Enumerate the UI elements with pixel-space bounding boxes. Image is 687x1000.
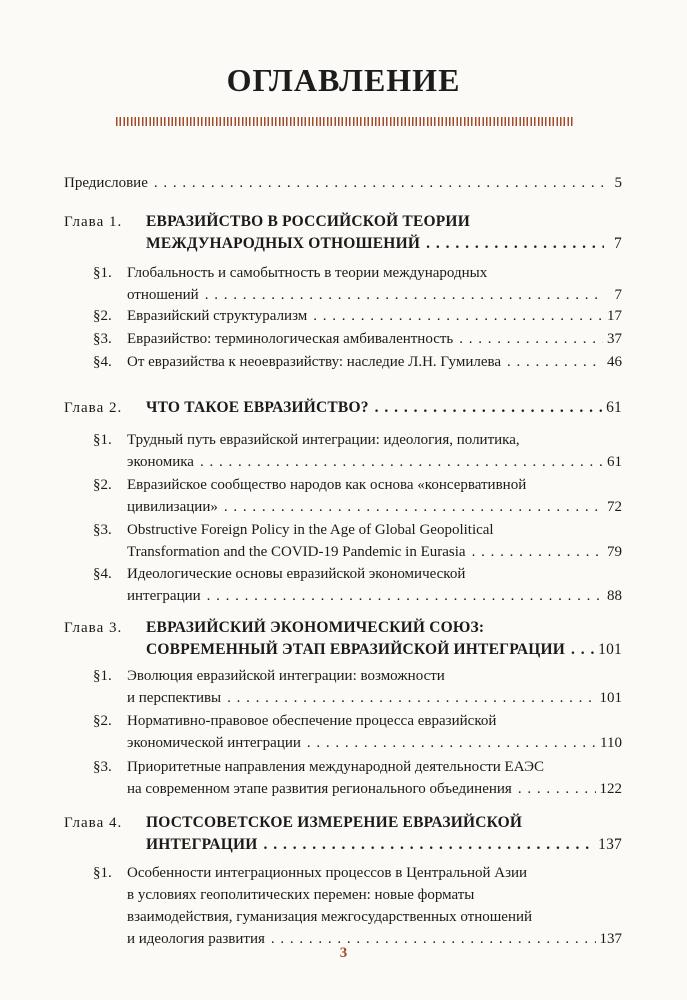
section-title[interactable]: Идеологические основы евразийской экономической <box>127 566 466 582</box>
chapter-title-cont: МЕЖДУНАРОДНЫХ ОТНОШЕНИЙ <box>146 235 421 252</box>
preface-label: Предисловие <box>64 175 148 191</box>
page-ref: 79 <box>607 544 622 560</box>
section-number: §1. <box>93 668 112 684</box>
page-ref: 7 <box>614 287 622 303</box>
section-title-cont: интеграции <box>127 588 201 604</box>
section-title[interactable]: Эволюция евразийской интеграции: возможности <box>127 668 445 684</box>
section-title: Евразийский структурализм <box>127 308 308 324</box>
page-ref: 5 <box>614 175 622 191</box>
section-title-cont: отношений <box>127 287 199 303</box>
section-number: §2. <box>93 308 112 324</box>
section-number: §1. <box>93 865 112 881</box>
chapter-title-line[interactable] <box>146 233 622 255</box>
section-title-cont[interactable]: в условиях геополитических перемен: новые форматы <box>127 887 475 903</box>
page-ref: 137 <box>598 836 622 853</box>
section-title-line[interactable] <box>127 541 622 563</box>
page-ref: 137 <box>599 931 622 947</box>
chapter-title-line[interactable] <box>146 834 622 856</box>
section-title-line[interactable] <box>127 687 622 709</box>
section-title-line[interactable] <box>127 732 622 754</box>
section-title-cont: и идеология развития <box>127 931 265 947</box>
section-title-cont: экономической интеграции <box>127 735 301 751</box>
section-title[interactable]: Трудный путь евразийской интеграции: идеология, политика, <box>127 432 520 448</box>
section-title-line[interactable] <box>127 328 622 350</box>
section-number: §3. <box>93 522 112 538</box>
chapter-title: ЧТО ТАКОЕ ЕВРАЗИЙСТВО? <box>146 399 369 416</box>
page-ref: 88 <box>607 588 622 604</box>
page-ref: 46 <box>607 354 622 370</box>
section-number: §3. <box>93 331 112 347</box>
title-ornament-divider <box>116 117 574 126</box>
page-ref: 101 <box>599 690 622 706</box>
dot-leader <box>426 233 604 255</box>
chapter-title[interactable]: ЕВРАЗИЙСТВО В РОССИЙСКОЙ ТЕОРИИ <box>146 213 470 230</box>
section-number: §2. <box>93 477 112 493</box>
section-title-cont: Transformation and the COVID-19 Pandemic in Eurasia <box>127 544 466 560</box>
chapter-label: Глава 1. <box>64 214 123 230</box>
section-number: §3. <box>93 759 112 775</box>
dot-leader <box>154 172 604 194</box>
section-number: §1. <box>93 432 112 448</box>
page-title: ОГЛАВЛЕНИЕ <box>226 62 461 98</box>
section-title-cont[interactable]: взаимодействия, гуманизация межгосударственных отношений <box>127 909 533 925</box>
dot-leader <box>207 585 603 607</box>
page-ref: 17 <box>607 308 622 324</box>
section-title-line[interactable] <box>127 284 622 306</box>
dot-leader <box>205 284 604 306</box>
section-title-line[interactable] <box>127 451 622 473</box>
chapter-title-line[interactable] <box>146 397 622 419</box>
section-title[interactable]: Приоритетные направления международной деятельности ЕАЭС <box>127 759 545 775</box>
dot-leader <box>307 732 596 754</box>
chapter-label: Глава 3. <box>64 620 123 636</box>
page-ref: 7 <box>614 235 622 252</box>
page-number: 3 <box>339 945 348 961</box>
section-number: §2. <box>93 713 112 729</box>
dot-leader <box>313 305 603 327</box>
section-title[interactable]: Нормативно-правовое обеспечение процесса евразийской <box>127 713 497 729</box>
section-title: От евразийства к неоевразийству: наследие Л.Н. Гумилева <box>127 354 502 370</box>
chapter-title-line[interactable] <box>146 639 622 661</box>
section-number: §1. <box>93 265 112 281</box>
chapter-title-cont: СОВРЕМЕННЫЙ ЭТАП ЕВРАЗИЙСКОЙ ИНТЕГРАЦИИ <box>146 641 566 658</box>
toc-entry-preface[interactable] <box>64 172 622 194</box>
dot-leader <box>459 328 603 350</box>
section-title-line[interactable] <box>127 305 622 327</box>
section-title-cont: и перспективы <box>127 690 222 706</box>
section-title-line[interactable] <box>127 496 622 518</box>
section-number: §4. <box>93 354 112 370</box>
dot-leader <box>571 639 594 661</box>
dot-leader <box>472 541 603 563</box>
chapter-title[interactable]: ЕВРАЗИЙСКИЙ ЭКОНОМИЧЕСКИЙ СОЮЗ: <box>146 619 485 636</box>
section-title-cont: на современном этапе развития регионального объединения <box>127 781 512 797</box>
section-title-cont: цивилизации» <box>127 499 218 515</box>
section-title[interactable]: Глобальность и самобытность в теории международных <box>127 265 488 281</box>
dot-leader <box>375 397 602 419</box>
section-title-line[interactable] <box>127 778 622 800</box>
section-title-line[interactable] <box>127 351 622 373</box>
section-title[interactable]: Евразийское сообщество народов как основа «консервативной <box>127 477 527 493</box>
chapter-label: Глава 4. <box>64 815 123 831</box>
page-ref: 110 <box>600 735 622 751</box>
section-title: Евразийство: терминологическая амбивалентность <box>127 331 454 347</box>
section-number: §4. <box>93 566 112 582</box>
dot-leader <box>227 687 595 709</box>
section-title[interactable]: Obstructive Foreign Policy in the Age of Global Geopolitical <box>127 522 494 538</box>
chapter-title[interactable]: ПОСТСОВЕТСКОЕ ИЗМЕРЕНИЕ ЕВРАЗИЙСКОЙ <box>146 814 523 831</box>
dot-leader <box>224 496 603 518</box>
section-title-cont: экономика <box>127 454 194 470</box>
dot-leader <box>264 834 595 856</box>
chapter-label: Глава 2. <box>64 400 123 416</box>
dot-leader <box>518 778 596 800</box>
page-ref: 72 <box>607 499 622 515</box>
page-ref: 61 <box>607 454 622 470</box>
dot-leader <box>200 451 603 473</box>
section-title-line[interactable] <box>127 585 622 607</box>
page-ref: 61 <box>606 399 622 416</box>
page-ref: 101 <box>598 641 622 658</box>
dot-leader <box>507 351 603 373</box>
page-ref: 37 <box>607 331 622 347</box>
page-ref: 122 <box>599 781 622 797</box>
section-title[interactable]: Особенности интеграционных процессов в Центральной Азии <box>127 865 528 881</box>
chapter-title-cont: ИНТЕГРАЦИИ <box>146 836 258 853</box>
